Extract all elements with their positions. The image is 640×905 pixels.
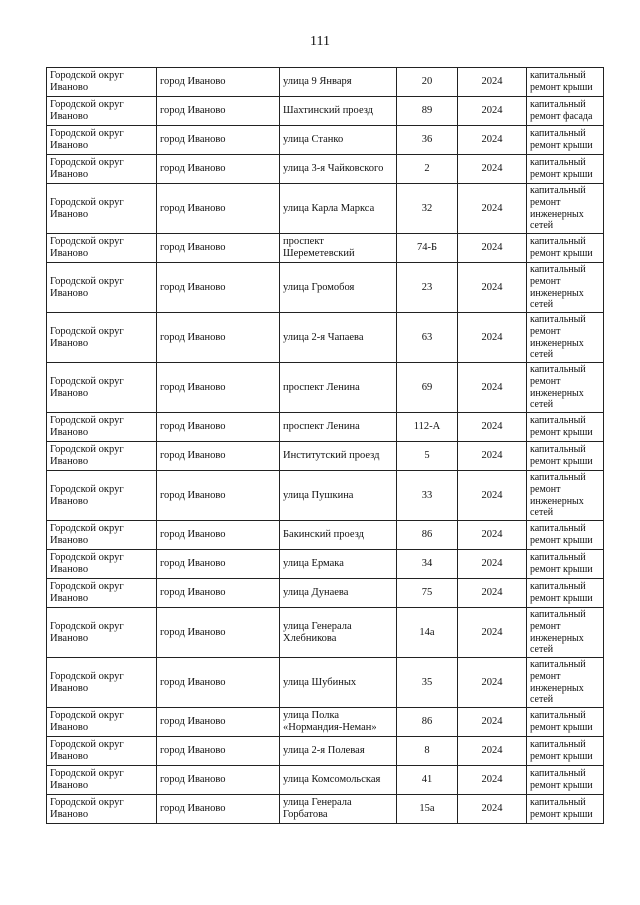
okrug-cell: Городской округ Иваново — [47, 155, 157, 184]
work-type-cell: капитальный ремонт крыши — [527, 795, 604, 824]
okrug-cell: Городской округ Иваново — [47, 442, 157, 471]
street-cell: улица 2-я Полевая — [280, 737, 397, 766]
table-row — [47, 550, 604, 579]
street-cell: улица Генерала Хлебникова — [280, 608, 397, 658]
street-cell: проспект Ленина — [280, 413, 397, 442]
table-row — [47, 608, 604, 658]
okrug-cell: Городской округ Иваново — [47, 363, 157, 413]
house-cell: 36 — [397, 126, 458, 155]
okrug-cell: Городской округ Иваново — [47, 126, 157, 155]
table-row — [47, 155, 604, 184]
street-cell: улица Карла Маркса — [280, 184, 397, 234]
house-cell: 63 — [397, 313, 458, 363]
table-row — [47, 442, 604, 471]
year-cell: 2024 — [458, 442, 527, 471]
city-cell: город Иваново — [157, 413, 280, 442]
year-cell: 2024 — [458, 413, 527, 442]
okrug-cell: Городской округ Иваново — [47, 234, 157, 263]
work-type-cell: капитальный ремонт инженерных сетей — [527, 471, 604, 521]
okrug-cell: Городской округ Иваново — [47, 579, 157, 608]
city-cell: город Иваново — [157, 766, 280, 795]
table-row — [47, 521, 604, 550]
work-type-cell: капитальный ремонт крыши — [527, 737, 604, 766]
work-type-cell: капитальный ремонт крыши — [527, 155, 604, 184]
street-cell: улица 9 Января — [280, 68, 397, 97]
registry-table — [46, 67, 604, 824]
work-type-cell: капитальный ремонт крыши — [527, 579, 604, 608]
work-type-cell: капитальный ремонт крыши — [527, 766, 604, 795]
street-cell: улица Пушкина — [280, 471, 397, 521]
street-cell: улица Полка «Нормандия-Неман» — [280, 708, 397, 737]
year-cell: 2024 — [458, 608, 527, 658]
table-row — [47, 579, 604, 608]
okrug-cell: Городской округ Иваново — [47, 795, 157, 824]
street-cell: Шахтинский проезд — [280, 97, 397, 126]
table-row — [47, 313, 604, 363]
street-cell: Институтский проезд — [280, 442, 397, 471]
house-cell: 112-А — [397, 413, 458, 442]
year-cell: 2024 — [458, 184, 527, 234]
okrug-cell: Городской округ Иваново — [47, 708, 157, 737]
table-row — [47, 363, 604, 413]
street-cell: улица 3-я Чайковского — [280, 155, 397, 184]
street-cell: проспект Ленина — [280, 363, 397, 413]
house-cell: 86 — [397, 708, 458, 737]
okrug-cell: Городской округ Иваново — [47, 184, 157, 234]
city-cell: город Иваново — [157, 442, 280, 471]
work-type-cell: капитальный ремонт инженерных сетей — [527, 363, 604, 413]
work-type-cell: капитальный ремонт инженерных сетей — [527, 313, 604, 363]
work-type-cell: капитальный ремонт крыши — [527, 234, 604, 263]
work-type-cell: капитальный ремонт крыши — [527, 413, 604, 442]
city-cell: город Иваново — [157, 579, 280, 608]
street-cell: улица Генерала Горбатова — [280, 795, 397, 824]
house-cell: 74-Б — [397, 234, 458, 263]
table-row — [47, 68, 604, 97]
city-cell: город Иваново — [157, 263, 280, 313]
registry-table-body — [47, 68, 604, 824]
okrug-cell: Городской округ Иваново — [47, 737, 157, 766]
year-cell: 2024 — [458, 708, 527, 737]
table-row — [47, 708, 604, 737]
street-cell: улица Шубиных — [280, 658, 397, 708]
house-cell: 8 — [397, 737, 458, 766]
street-cell: улица 2-я Чапаева — [280, 313, 397, 363]
house-cell: 2 — [397, 155, 458, 184]
city-cell: город Иваново — [157, 521, 280, 550]
okrug-cell: Городской округ Иваново — [47, 550, 157, 579]
table-row — [47, 737, 604, 766]
year-cell: 2024 — [458, 363, 527, 413]
street-cell: улица Ермака — [280, 550, 397, 579]
table-row — [47, 413, 604, 442]
street-cell: улица Станко — [280, 126, 397, 155]
city-cell: город Иваново — [157, 471, 280, 521]
city-cell: город Иваново — [157, 184, 280, 234]
street-cell: проспект Шереметевский — [280, 234, 397, 263]
table-row — [47, 126, 604, 155]
year-cell: 2024 — [458, 68, 527, 97]
house-cell: 33 — [397, 471, 458, 521]
year-cell: 2024 — [458, 97, 527, 126]
city-cell: город Иваново — [157, 97, 280, 126]
city-cell: город Иваново — [157, 126, 280, 155]
street-cell: улица Громобоя — [280, 263, 397, 313]
year-cell: 2024 — [458, 658, 527, 708]
year-cell: 2024 — [458, 234, 527, 263]
city-cell: город Иваново — [157, 550, 280, 579]
work-type-cell: капитальный ремонт инженерных сетей — [527, 263, 604, 313]
year-cell: 2024 — [458, 471, 527, 521]
year-cell: 2024 — [458, 313, 527, 363]
street-cell: Бакинский проезд — [280, 521, 397, 550]
work-type-cell: капитальный ремонт инженерных сетей — [527, 184, 604, 234]
year-cell: 2024 — [458, 263, 527, 313]
city-cell: город Иваново — [157, 68, 280, 97]
work-type-cell: капитальный ремонт крыши — [527, 442, 604, 471]
work-type-cell: капитальный ремонт фасада — [527, 97, 604, 126]
work-type-cell: капитальный ремонт инженерных сетей — [527, 608, 604, 658]
city-cell: город Иваново — [157, 234, 280, 263]
page-number: 111 — [310, 34, 330, 49]
okrug-cell: Городской округ Иваново — [47, 608, 157, 658]
house-cell: 15а — [397, 795, 458, 824]
table-row — [47, 234, 604, 263]
okrug-cell: Городской округ Иваново — [47, 313, 157, 363]
house-cell: 14а — [397, 608, 458, 658]
street-cell: улица Комсомольская — [280, 766, 397, 795]
work-type-cell: капитальный ремонт крыши — [527, 708, 604, 737]
city-cell: город Иваново — [157, 608, 280, 658]
table-row — [47, 184, 604, 234]
work-type-cell: капитальный ремонт инженерных сетей — [527, 658, 604, 708]
table-row — [47, 471, 604, 521]
house-cell: 34 — [397, 550, 458, 579]
house-cell: 69 — [397, 363, 458, 413]
city-cell: город Иваново — [157, 708, 280, 737]
table-row — [47, 766, 604, 795]
okrug-cell: Городской округ Иваново — [47, 97, 157, 126]
okrug-cell: Городской округ Иваново — [47, 766, 157, 795]
okrug-cell: Городской округ Иваново — [47, 263, 157, 313]
okrug-cell: Городской округ Иваново — [47, 521, 157, 550]
city-cell: город Иваново — [157, 737, 280, 766]
table-row — [47, 97, 604, 126]
house-cell: 75 — [397, 579, 458, 608]
table-row — [47, 658, 604, 708]
okrug-cell: Городской округ Иваново — [47, 471, 157, 521]
year-cell: 2024 — [458, 795, 527, 824]
house-cell: 35 — [397, 658, 458, 708]
table-row — [47, 795, 604, 824]
house-cell: 5 — [397, 442, 458, 471]
city-cell: город Иваново — [157, 658, 280, 708]
okrug-cell: Городской округ Иваново — [47, 658, 157, 708]
year-cell: 2024 — [458, 550, 527, 579]
work-type-cell: капитальный ремонт крыши — [527, 521, 604, 550]
year-cell: 2024 — [458, 737, 527, 766]
house-cell: 20 — [397, 68, 458, 97]
year-cell: 2024 — [458, 766, 527, 795]
street-cell: улица Дунаева — [280, 579, 397, 608]
city-cell: город Иваново — [157, 795, 280, 824]
house-cell: 41 — [397, 766, 458, 795]
year-cell: 2024 — [458, 579, 527, 608]
table-row — [47, 263, 604, 313]
okrug-cell: Городской округ Иваново — [47, 413, 157, 442]
city-cell: город Иваново — [157, 155, 280, 184]
city-cell: город Иваново — [157, 313, 280, 363]
house-cell: 23 — [397, 263, 458, 313]
house-cell: 32 — [397, 184, 458, 234]
work-type-cell: капитальный ремонт крыши — [527, 68, 604, 97]
city-cell: город Иваново — [157, 363, 280, 413]
year-cell: 2024 — [458, 521, 527, 550]
year-cell: 2024 — [458, 126, 527, 155]
work-type-cell: капитальный ремонт крыши — [527, 550, 604, 579]
work-type-cell: капитальный ремонт крыши — [527, 126, 604, 155]
house-cell: 89 — [397, 97, 458, 126]
okrug-cell: Городской округ Иваново — [47, 68, 157, 97]
house-cell: 86 — [397, 521, 458, 550]
year-cell: 2024 — [458, 155, 527, 184]
